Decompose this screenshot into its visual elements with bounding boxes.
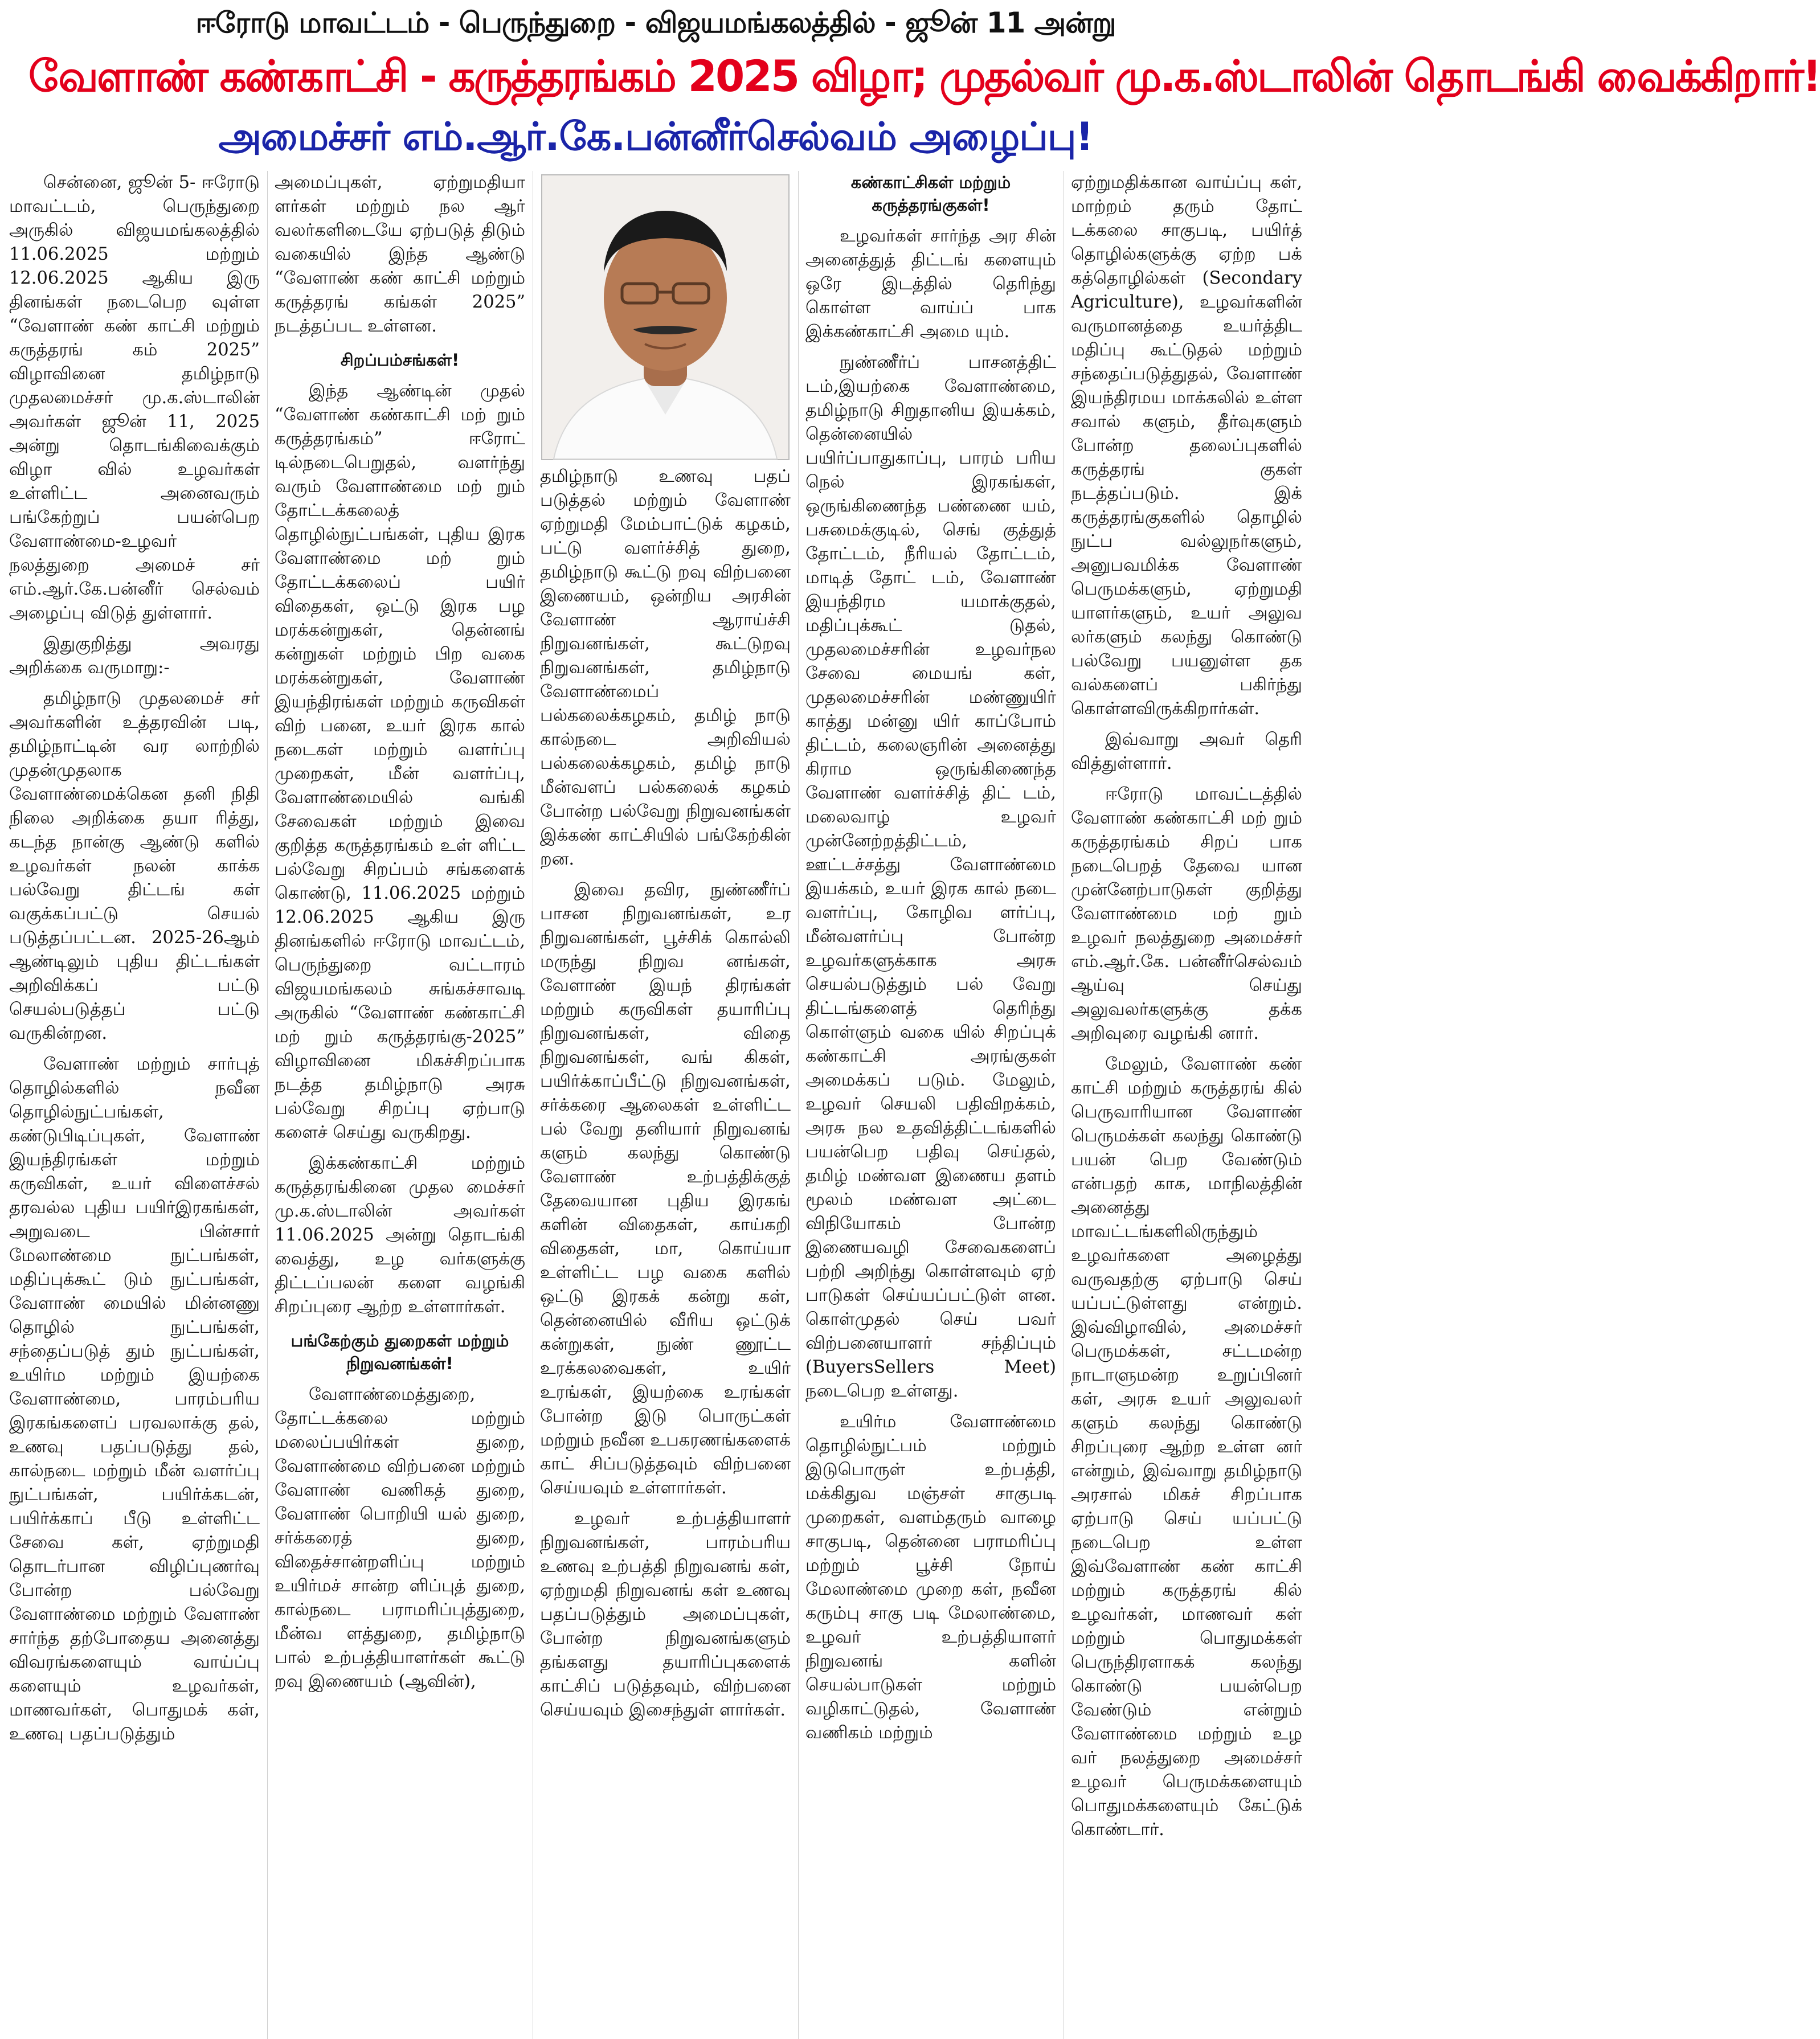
paragraph: தமிழ்நாடு உணவு பதப் படுத்தல் மற்றும் வேளாண் ஏற்றுமதி மேம்பாட்டுக் கழகம், பட்டு வளர்ச்சித் துறை, தமிழ்நாடு கூட்டு றவு விற்பனை இணையம், ஒன்றிய அரசின் வேளாண் ஆராய்ச்சி நிறுவனங்கள், கூட்டுறவு நிறுவனங்கள், தமிழ்நாடு வேளாண்மைப் பல்கலைக்கழகம், தமிழ் நாடு கால்நடை அறிவியல் பல்கலைக்கழகம், தமிழ் நாடு மீன்வளப் பல்கலைக் கழகம் போன்ற பல்வேறு நிறுவனங்கள் இக்கண் காட்சியில் பங்கேற்கின் றன. [540,466,791,869]
column-5 [1071,171,1302,2039]
headline: வேளாண் கண்காட்சி - கருத்தரங்கம் 2025 விழா; முதல்வர் மு.க.ஸ்டாலின் தொடங்கி வைக்கிறார்! [28,51,1820,101]
article-columns [9,171,1302,2039]
column-3 [540,465,791,2039]
paragraph: இவை தவிர, நுண்ணீர்ப் பாசன நிறுவனங்கள், உர நிறுவனங்கள், பூச்சிக் கொல்லி மருந்து நிறுவ னங்கள், வேளாண் இயந் திரங்கள் மற்றும் கருவிகள் தயாரிப்பு நிறுவனங்கள், விதை நிறுவனங்கள், வங் கிகள், பயிர்க்காப்பீட்டு நிறுவனங்கள், சர்க்கரை ஆலைகள் உள்ளிட்ட பல் வேறு தனியார் நிறுவனங் களும் கலந்து கொண்டு வேளாண் உற்பத்திக்குத் தேவையான புதிய இரகங் களின் விதைகள், காய்கறி விதைகள், மா, கொய்யா உள்ளிட்ட பழ வகை களில் ஒட்டு இரகக் கன்று கள், தென்னையில் வீரிய ஒட்டுக் கன்றுகள், நுண் ணூட்ட உரக்கலவைகள், உயிர் உரங்கள், இயற்கை உரங்கள் போன்ற இடு பொருட்கள் மற்றும் நவீன உபகரணங்களைக் காட் சிப்படுத்தவும் விற்பனை செய்யவும் உள்ளார்கள். [540,880,791,1498]
paragraph: உயிர்ம வேளாண்மை தொழில்நுட்பம் மற்றும் இடுபொருள் உற்பத்தி, மக்கிதுவ மஞ்சள் சாகுபடி முறைகள், வளம்தரும் வாழை சாகுபடி, தென்னை பராமரிப்பு மற்றும் பூச்சி நோய் மேலாண்மை முறை கள், நவீன கரும்பு சாகு படி மேலாண்மை, உழவர் உற்பத்தியாளர் நிறுவனங் களின் செயல்பாடுகள் மற்றும் வழிகாட்டுதல், வேளாண் வணிகம் மற்றும் [805,1412,1056,1743]
paragraph: இவ்வாறு அவர் தெரி வித்துள்ளார். [1071,730,1302,773]
column-2 [275,171,525,2039]
section-heading: பங்கேற்கும் துறைகள் மற்றும் நிறுவனங்கள்! [291,1331,509,1373]
portrait-image [542,175,788,459]
column-divider [267,171,268,2039]
paragraph: வேளாண் மற்றும் சார்புத் தொழில்களில் நவீன தொழில்நுட்பங்கள், கண்டுபிடிப்புகள், வேளாண் இயந்திரங்கள் மற்றும் கருவிகள், உயர் விளைச்சல் தரவல்ல புதிய பயிர்இரகங்கள், அறுவடை பின்சார் மேலாண்மை நுட்பங்கள், மதிப்புக்கூட் டும் நுட்பங்கள், வேளாண் மையில் மின்னணு தொழில் நுட்பங்கள், சந்தைப்படுத் தும் நுட்பங்கள், உயிர்ம மற்றும் இயற்கை வேளாண்மை, பாரம்பரிய இரகங்களைப் பரவலாக்கு தல், உணவு பதப்படுத்து தல், கால்நடை மற்றும் மீன் வளர்ப்பு நுட்பங்கள், பயிர்க்கடன், பயிர்க்காப் பீடு உள்ளிட்ட சேவை கள், ஏற்றுமதி தொடர்பான விழிப்புணர்வு போன்ற பல்வேறு வேளாண்மை மற்றும் வேளாண் சார்ந்த தற்போதைய அனைத்து விவரங்களையும் வாய்ப்பு களையும் உழவர்கள், மாணவர்கள், பொதுமக் கள், உணவு பதப்படுத்தும் [9,1054,260,1744]
paragraph: தமிழ்நாடு முதலமைச் சர் அவர்களின் உத்தரவின் படி, தமிழ்நாட்டின் வர லாற்றில் முதன்முதலாக வேளாண்மைக்கென தனி நிதி நிலை அறிக்கை தயா ரித்து, கடந்த நான்கு ஆண்டு களில் உழவர்கள் நலன் காக்க பல்வேறு திட்டங் கள் வகுக்கப்பட்டு செயல் படுத்தப்பட்டன. 2025-26ஆம் ஆண்டிலும் புதிய திட்டங்கள் அறிவிக்கப் பட்டு செயல்படுத்தப் பட்டு வருகின்றன. [9,689,260,1043]
column-4 [805,171,1056,2039]
section-heading: சிறப்பம்சங்கள்! [340,350,460,370]
paragraph: அமைப்புகள், ஏற்றுமதியா ளர்கள் மற்றும் நல ஆர் வலர்களிடையே ஏற்படுத் திடும் வகையில் இந்த ஆண்டு “வேளாண் கண் காட்சி மற்றும் கருத்தரங் கங்கள் 2025” நடத்தப்பட உள்ளன. [275,173,525,336]
paragraph: ஈரோடு மாவட்டத்தில் வேளாண் கண்காட்சி மற் றும் கருத்தரங்கம் சிறப் பாக நடைபெறத் தேவை யான முன்னேற்பாடுகள் குறித்து வேளாண்மை மற் றும் உழவர் நலத்துறை அமைச்சர் எம்.ஆர்.கே. பன்னீர்செல்வம் ஆய்வு செய்து அலுவலர்களுக்கு தக்க அறிவுரை வழங்கி னார். [1071,784,1302,1043]
paragraph: ஏற்றுமதிக்கான வாய்ப்பு கள், மாற்றம் தரும் தோட் டக்கலை சாகுபடி, பயிர்த் தொழில்களுக்கு ஏற்ற பக் கத்தொழில்கள் (Secondary Agriculture), உழவர்களின் வருமானத்தை உயர்த்திட மதிப்பு கூட்டுதல் மற்றும் சந்தைப்படுத்துதல், வேளாண் இயந்திரமய மாக்கலில் உள்ள சவால் களும், தீர்வுகளும் போன்ற தலைப்புகளில் கருத்தரங் குகள் நடத்தப்படும். இக் கருத்தரங்குகளில் தொழில் நுட்ப வல்லுநர்களும், அனுபவமிக்க வேளாண் பெருமக்களும், ஏற்றுமதி யாளர்களும், உயர் அலுவ லர்களும் கலந்து கொண்டு பல்வேறு பயனுள்ள தக வல்களைப் பகிர்ந்து கொள்ளவிருக்கிறார்கள். [1071,173,1302,719]
kicker-line: ஈரோடு மாவட்டம் - பெருந்துறை - விஜயமங்கலத்தில் - ஜூன் 11 அன்று [195,6,1116,39]
section-heading: கண்காட்சிகள் மற்றும் கருத்தரங்குகள்! [850,173,1011,215]
column-1 [9,171,260,2039]
paragraph: சென்னை, ஜூன் 5- ஈரோடு மாவட்டம், பெருந்துறை அருகில் விஜயமங்கலத்தில் 11.06.2025 மற்றும் 12.06.2025 ஆகிய இரு தினங்கள் நடைபெற வுள்ள “வேளாண் கண் காட்சி மற்றும் கருத்தரங் கம் 2025” விழாவினை தமிழ்நாடு முதலமைச்சர் மு.க.ஸ்டாலின் அவர்கள் ஜூன் 11, 2025 அன்று தொடங்கிவைக்கும் விழா வில் உழவர்கள் உள்ளிட்ட அனைவரும் பங்கேற்றுப் பயன்பெற வேளாண்மை-உழவர் நலத்துறை அமைச் சர் எம்.ஆர்.கே.பன்னீர் செல்வம் அழைப்பு விடுத் துள்ளார். [9,173,260,623]
paragraph: நுண்ணீர்ப் பாசனத்திட் டம்,இயற்கை வேளாண்மை, தமிழ்நாடு சிறுதானிய இயக்கம், தென்னையில் பயிர்ப்பாதுகாப்பு, பாரம் பரிய நெல் இரகங்கள், ஒருங்கிணைந்த பண்ணை யம், பசுமைக்குடில், செங் குத்துத் தோட்டம், நீரியல் தோட்டம், மாடித் தோட் டம், வேளாண் இயந்திரம யமாக்குதல், மதிப்புக்கூட் டுதல், முதலமைச்சரின் உழவர்நல சேவை மையங் கள், முதலமைச்சரின் மண்ணுயிர் காத்து மன்னு யிர் காப்போம் திட்டம், கலைஞரின் அனைத்து கிராம ஒருங்கிணைந்த வேளாண் வளர்ச்சித் திட் டம், மலைவாழ் உழவர் முன்னேற்றத்திட்டம், ஊட்டச்சத்து வேளாண்மை இயக்கம், உயர் இரக கால் நடை வளர்ப்பு, கோழிவ ளர்ப்பு, மீன்வளர்ப்பு போன்ற உழவர்களுக்காக அரசு செயல்படுத்தும் பல் வேறு திட்டங்களைத் தெரிந்து கொள்ளும் வகை யில் சிறப்புக் கண்காட்சி அரங்குகள் அமைக்கப் படும். மேலும், உழவர் செயலி பதிவிறக்கம், அரசு நல உதவித்திட்டங்களில் பயன்பெற பதிவு செய்தல், தமிழ் மண்வள இணைய தளம் மூலம் மண்வள அட்டை விநியோகம் போன்ற இணையவழி சேவைகளைப் பற்றி அறிந்து கொள்ளவும் ஏற் பாடுகள் செய்யப்பட்டுள் ளன. கொள்முதல் செய் பவர் விற்பனையாளர் சந்திப்பும் (BuyersSellers Meet) நடைபெற உள்ளது. [805,353,1056,1401]
paragraph: உழவர் உற்பத்தியாளர் நிறுவனங்கள், பாரம்பரிய உணவு உற்பத்தி நிறுவனங் கள், ஏற்றுமதி நிறுவனங் கள் உணவு பதப்படுத்தும் அமைப்புகள், போன்ற நிறுவனங்களும் தங்களது தயாரிப்புகளைக் காட்சிப் படுத்தவும், விற்பனை செய்யவும் இசைந்துள் ளார்கள். [540,1509,791,1720]
paragraph: உழவர்கள் சார்ந்த அர சின் அனைத்துத் திட்டங் களையும் ஒரே இடத்தில் தெரிந்து கொள்ள வாய்ப் பாக இக்கண்காட்சி அமை யும். [805,226,1056,342]
column-divider [798,171,799,2039]
paragraph: இந்த ஆண்டின் முதல் “வேளாண் கண்காட்சி மற் றும் கருத்தரங்கம்” ஈரோட் டில்நடைபெறுதல், வளர்ந்து வரும் வேளாண்மை மற் றும் தோட்டக்கலைத் தொழில்நுட்பங்கள், புதிய இரக வேளாண்மை மற் றும் தோட்டக்கலைப் பயிர் விதைகள், ஒட்டு இரக பழ மரக்கன்றுகள், தென்னங் கன்றுகள் மற்றும் பிற வகை மரக்கன்றுகள், வேளாண் இயந்திரங்கள் மற்றும் கருவிகள் விற் பனை, உயர் இரக கால் நடைகள் மற்றும் வளர்ப்பு முறைகள், மீன் வளர்ப்பு, வேளாண்மையில் வங்கி சேவைகள் மற்றும் இவை குறித்த கருத்தரங்கம் உள் ளிட்ட பல்வேறு சிறப்பம் சங்களைக் கொண்டு, 11.06.2025 மற்றும் 12.06.2025 ஆகிய இரு தினங்களில் ஈரோடு மாவட்டம், பெருந்துறை வட்டாரம் விஜயமங்கலம் சுங்கச்சாவடி அருகில் “வேளாண் கண்காட்சி மற் றும் கருத்தரங்கு-2025” விழாவினை மிகச்சிறப்பாக நடத்த தமிழ்நாடு அரசு பல்வேறு சிறப்பு ஏற்பாடு களைச் செய்து வருகிறது. [275,381,525,1143]
paragraph: வேளாண்மைத்துறை, தோட்டக்கலை மற்றும் மலைப்பயிர்கள் துறை, வேளாண்மை விற்பனை மற்றும் வேளாண் வணிகத் துறை, வேளாண் பொறியி யல் துறை, சர்க்கரைத் துறை, விதைச்சான்றளிப்பு மற்றும் உயிர்மச் சான்ற ளிப்புத் துறை, கால்நடை பராமரிப்புத்துறை, மீன்வ ளத்துறை, தமிழ்நாடு பால் உற்பத்தியாளர்கள் கூட்டு றவு இணையம் (ஆவின்), [275,1385,525,1692]
paragraph: மேலும், வேளாண் கண் காட்சி மற்றும் கருத்தரங் கில் பெருவாரியான வேளாண் பெருமக்கள் கலந்து கொண்டு பயன் பெற வேண்டும் என்பதற் காக, மாநிலத்தின் அனைத்து மாவட்டங்களிலிருந்தும் உழவர்களை அழைத்து வருவதற்கு ஏற்பாடு செய் யப்பட்டுள்ளது என்றும். இவ்விழாவில், அமைச்சர் பெருமக்கள், சட்டமன்ற நாடாளுமன்ற உறுப்பினர் கள், அரசு உயர் அலுவலர் களும் கலந்து கொண்டு சிறப்புரை ஆற்ற உள்ள னர் என்றும், இவ்வாறு தமிழ்நாடு அரசால் மிகச் சிறப்பாக ஏற்பாடு செய் யப்பட்டு நடைபெற உள்ள இவ்வேளாண் கண் காட்சி மற்றும் கருத்தரங் கில் உழவர்கள், மாணவர் கள் மற்றும் பொதுமக்கள் பெருந்திரளாகக் கலந்து கொண்டு பயன்பெற வேண்டும் என்றும் வேளாண்மை மற்றும் உழ வர் நலத்துறை அமைச்சர் உழவர் பெருமக்களையும் பொதுமக்களையும் கேட்டுக் கொண்டார். [1071,1054,1302,1840]
paragraph: இக்கண்காட்சி மற்றும் கருத்தரங்கினை முதல மைச்சர் மு.க.ஸ்டாலின் அவர்கள் 11.06.2025 அன்று தொடங்கி வைத்து, உழ வர்களுக்கு திட்டப்பலன் களை வழங்கி சிறப்புரை ஆற்ற உள்ளார்கள். [275,1153,525,1317]
subheadline: அமைச்சர் எம்.ஆர்.கே.பன்னீர்செல்வம் அழைப்பு! [218,114,1093,159]
minister-photo [541,174,790,460]
paragraph: இதுகுறித்து அவரது அறிக்கை வருமாறு:- [9,634,260,678]
